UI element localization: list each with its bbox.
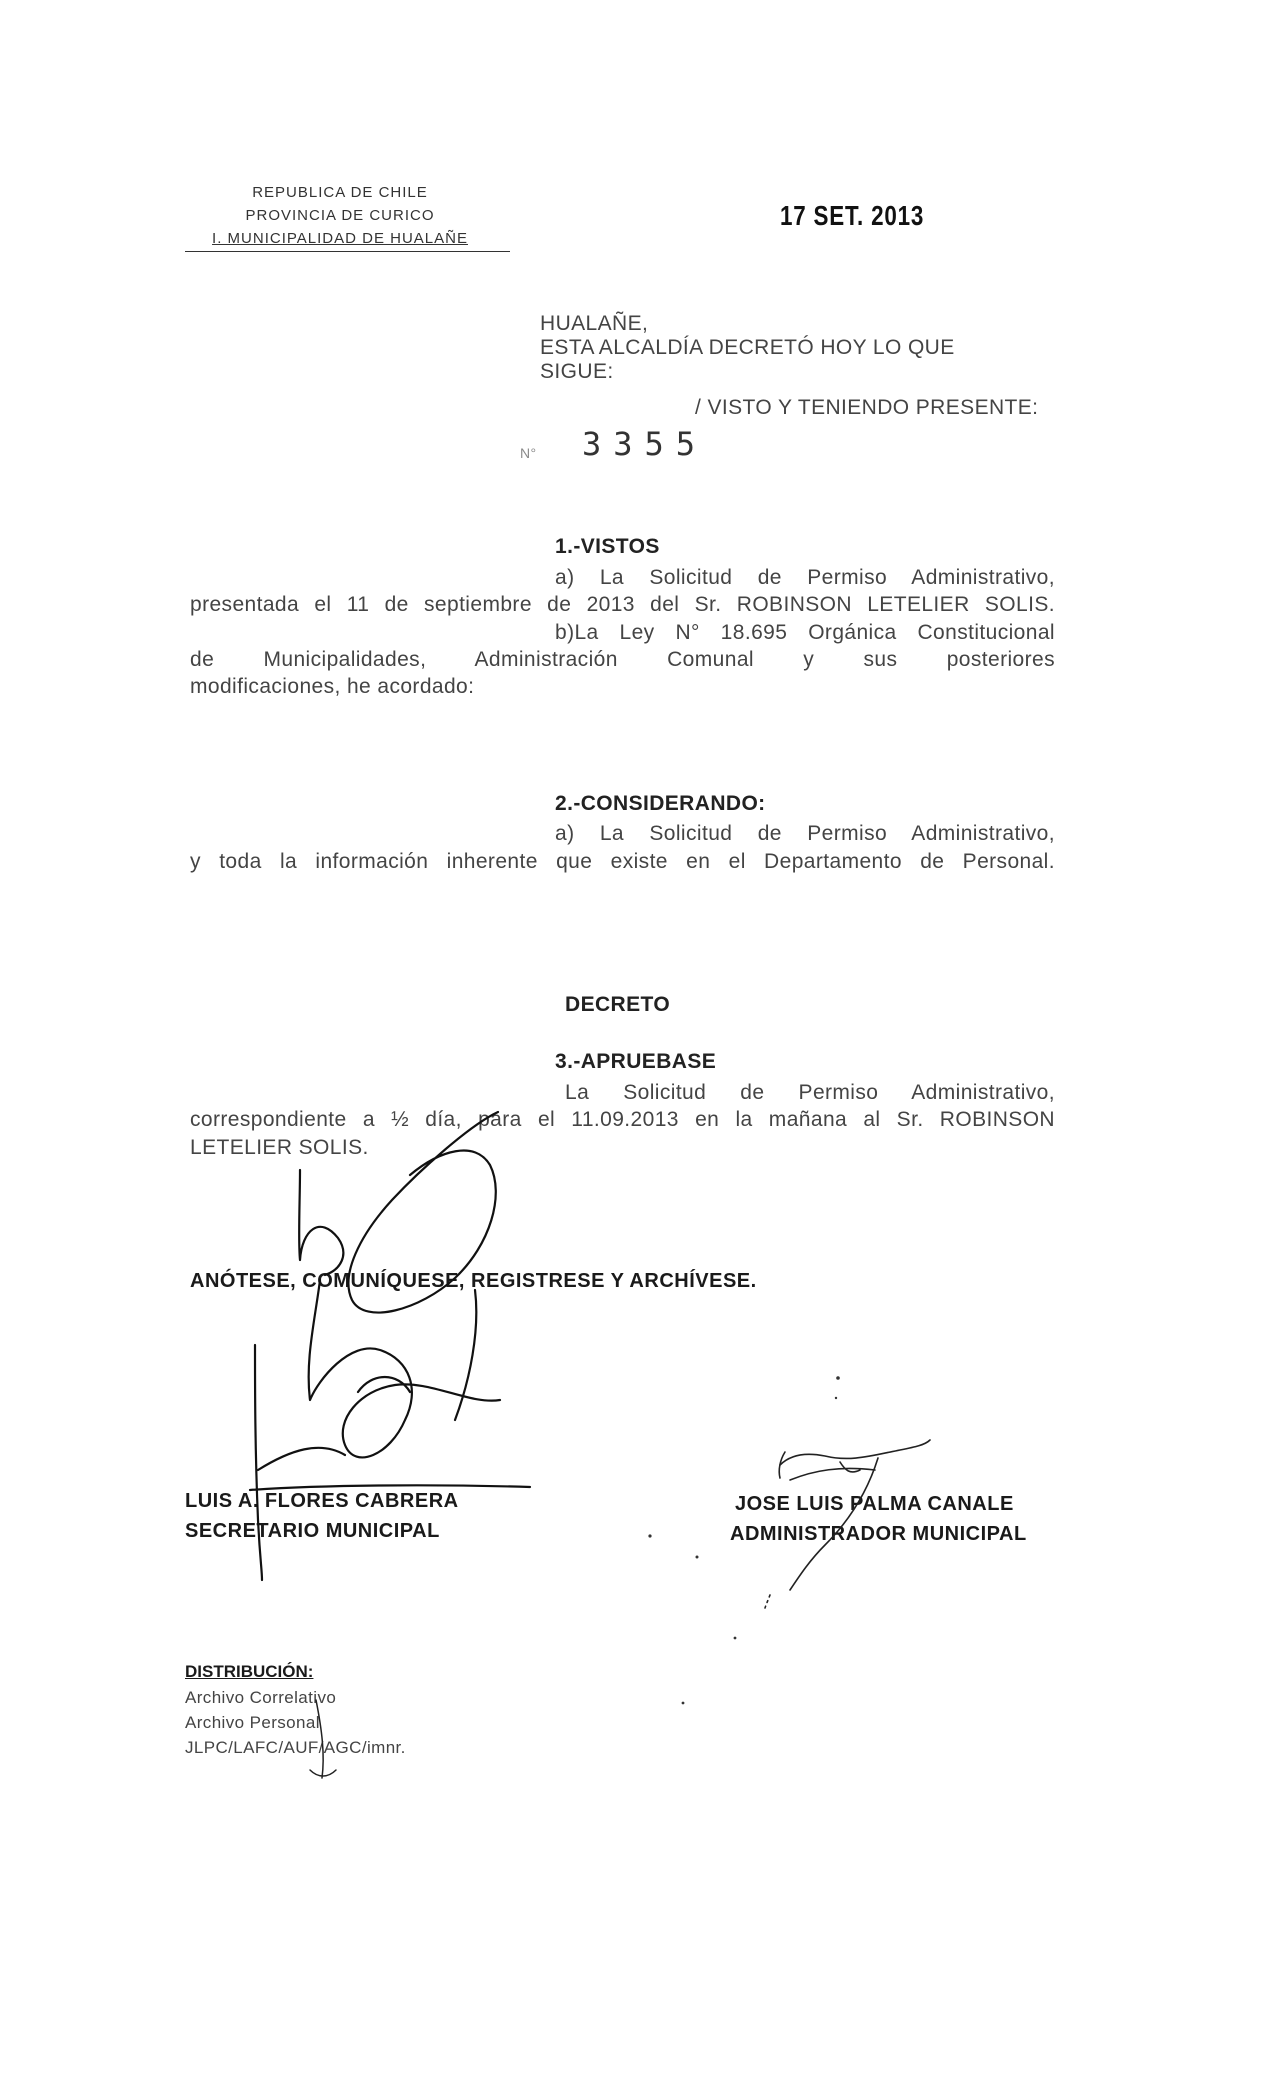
considerando-heading: 2.-CONSIDERANDO: (555, 792, 766, 815)
closing-formula: ANÓTESE, COMUNÍQUESE, REGISTRESE Y ARCHÍVESE. (190, 1270, 757, 1292)
distribution-item: Archivo Correlativo (185, 1688, 337, 1707)
vistos-heading: 1.-VISTOS (555, 535, 660, 558)
apruebase-heading: 3.-APRUEBASE (555, 1050, 717, 1073)
decreto-line1: La Solicitud de Permiso Administrativo, (565, 1081, 1055, 1104)
vistos-b-line1: b)La Ley N° 18.695 Orgánica Constitucional (555, 621, 1055, 644)
considerando-a-line1: a) La Solicitud de Permiso Administrativo, (555, 822, 1055, 845)
considerando-a-line2: y toda la información inherente que existe en el Departamento de Personal. (190, 850, 1055, 873)
vistos-b-line2: de Municipalidades, Administración Comunal y sus posteriores (190, 648, 1055, 671)
date-stamp: 17 SET. 2013 (780, 200, 925, 231)
distribution-item: JLPC/LAFC/AUF/AGC/imnr. (185, 1738, 406, 1757)
intro-place: HUALAÑE, (540, 312, 649, 335)
vistos-b-line3: modificaciones, he acordado: (190, 675, 475, 698)
intro-line1: ESTA ALCALDÍA DECRETÓ HOY LO QUE (540, 336, 955, 359)
header-province: PROVINCIA DE CURICO (245, 207, 435, 224)
intro-line2: SIGUE: (540, 360, 614, 383)
decree-number-prefix: N° (520, 445, 537, 461)
left-signatory-title: SECRETARIO MUNICIPAL (185, 1520, 440, 1542)
left-signatory-name: LUIS A. FLORES CABRERA (185, 1490, 459, 1512)
header-republic: REPUBLICA DE CHILE (252, 184, 428, 201)
vistos-a-line2: presentada el 11 de septiembre de 2013 del Sr. ROBINSON LETELIER SOLIS. (190, 593, 1055, 616)
header-municipality: I. MUNICIPALIDAD DE HUALAÑE (212, 230, 468, 247)
right-signatory-title: ADMINISTRADOR MUNICIPAL (730, 1523, 1027, 1545)
intro-line3: / VISTO Y TENIENDO PRESENTE: (695, 396, 1039, 419)
decree-number: 3355 (582, 425, 708, 463)
right-signatory-name: JOSE LUIS PALMA CANALE (735, 1493, 1014, 1515)
decreto-line3: LETELIER SOLIS. (190, 1136, 369, 1159)
distribution-heading: DISTRIBUCIÓN: (185, 1662, 314, 1681)
distribution-item: Archivo Personal (185, 1713, 320, 1732)
decreto-heading: DECRETO (565, 993, 671, 1016)
vistos-a-line1: a) La Solicitud de Permiso Administrativo, (555, 566, 1055, 589)
decreto-line2: correspondiente a ½ día, para el 11.09.2013 en la mañana al Sr. ROBINSON (190, 1108, 1055, 1131)
